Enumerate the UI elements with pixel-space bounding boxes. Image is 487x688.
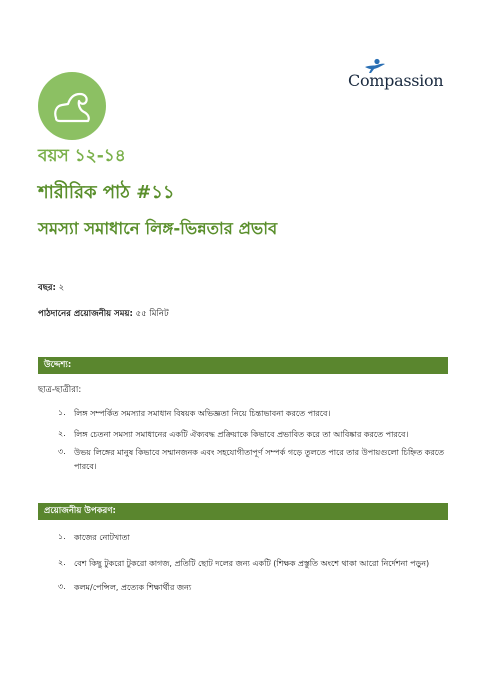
lesson-number: শারীরিক পাঠ #১১ (38, 182, 175, 203)
compassion-logo (344, 58, 444, 98)
year-line (38, 281, 64, 295)
year-label: বছর: (38, 283, 56, 293)
logo-text: Compassion (348, 71, 444, 90)
item-number: ৩. (58, 582, 66, 591)
item-number: ৩. (58, 447, 66, 456)
item-text: কলম/পেন্সিল, প্রত্যেক শিক্ষার্থীর জন্য (74, 583, 192, 592)
duration-value: ৫৫ মিনিট (135, 309, 169, 319)
duration-line (38, 307, 169, 321)
item-text: বেশ কিছু টুকরো টুকরো কাগজ, প্রতিটি ছোট দলের জন্য একটি (শিক্ষক প্রস্তুতি অংশে থাকা আরো নির্দেশনা পড়ুন) (74, 559, 430, 568)
objectives-intro: ছাত্র-ছাত্রীরা: (38, 385, 82, 395)
item-number: ১. (58, 408, 66, 417)
item-text: লিঙ্গ সম্পর্কিত সমস্যার সমাধান বিষয়ক অভিজ্ঞতা নিয়ে চিন্তাভাবনা করতে পারবে। (74, 409, 331, 418)
item-text: কাজের নোটখাতা (74, 533, 130, 542)
materials-heading: প্রয়োজনীয় উপকরণ: (38, 503, 448, 520)
physical-lesson-badge (38, 72, 106, 140)
year-value: ২ (58, 283, 65, 293)
objectives-heading: উদ্দেশ্য: (38, 357, 448, 374)
lesson-topic: সমস্যা সমাধানে লিঙ্গ-ভিন্নতার প্রভাব (38, 219, 278, 238)
age-range: বয়স ১২-১৪ (38, 146, 126, 166)
flexed-arm-icon (50, 88, 94, 124)
item-text: লিঙ্গ চেতনা সমস্যা সমাধানের একটি ঐক্যবদ্ধ প্রক্রিয়াকে কিভাবে প্রভাবিত করে তা আবিষ্কার করতে পারবে। (74, 430, 409, 439)
item-text: উভয় লিঙ্গের মানুষ কিভাবে সম্মানজনক এবং সহযোগীতাপূর্ণ সম্পর্ক গড়ে তুলতে পারে তার উপায়গুলো চিহ্নিত করতে পারবে। (74, 448, 444, 471)
item-number: ১. (58, 532, 66, 541)
item-number: ২. (58, 429, 66, 438)
item-number: ২. (58, 558, 66, 567)
duration-label: পাঠদানের প্রয়োজনীয় সময়: (38, 309, 133, 319)
